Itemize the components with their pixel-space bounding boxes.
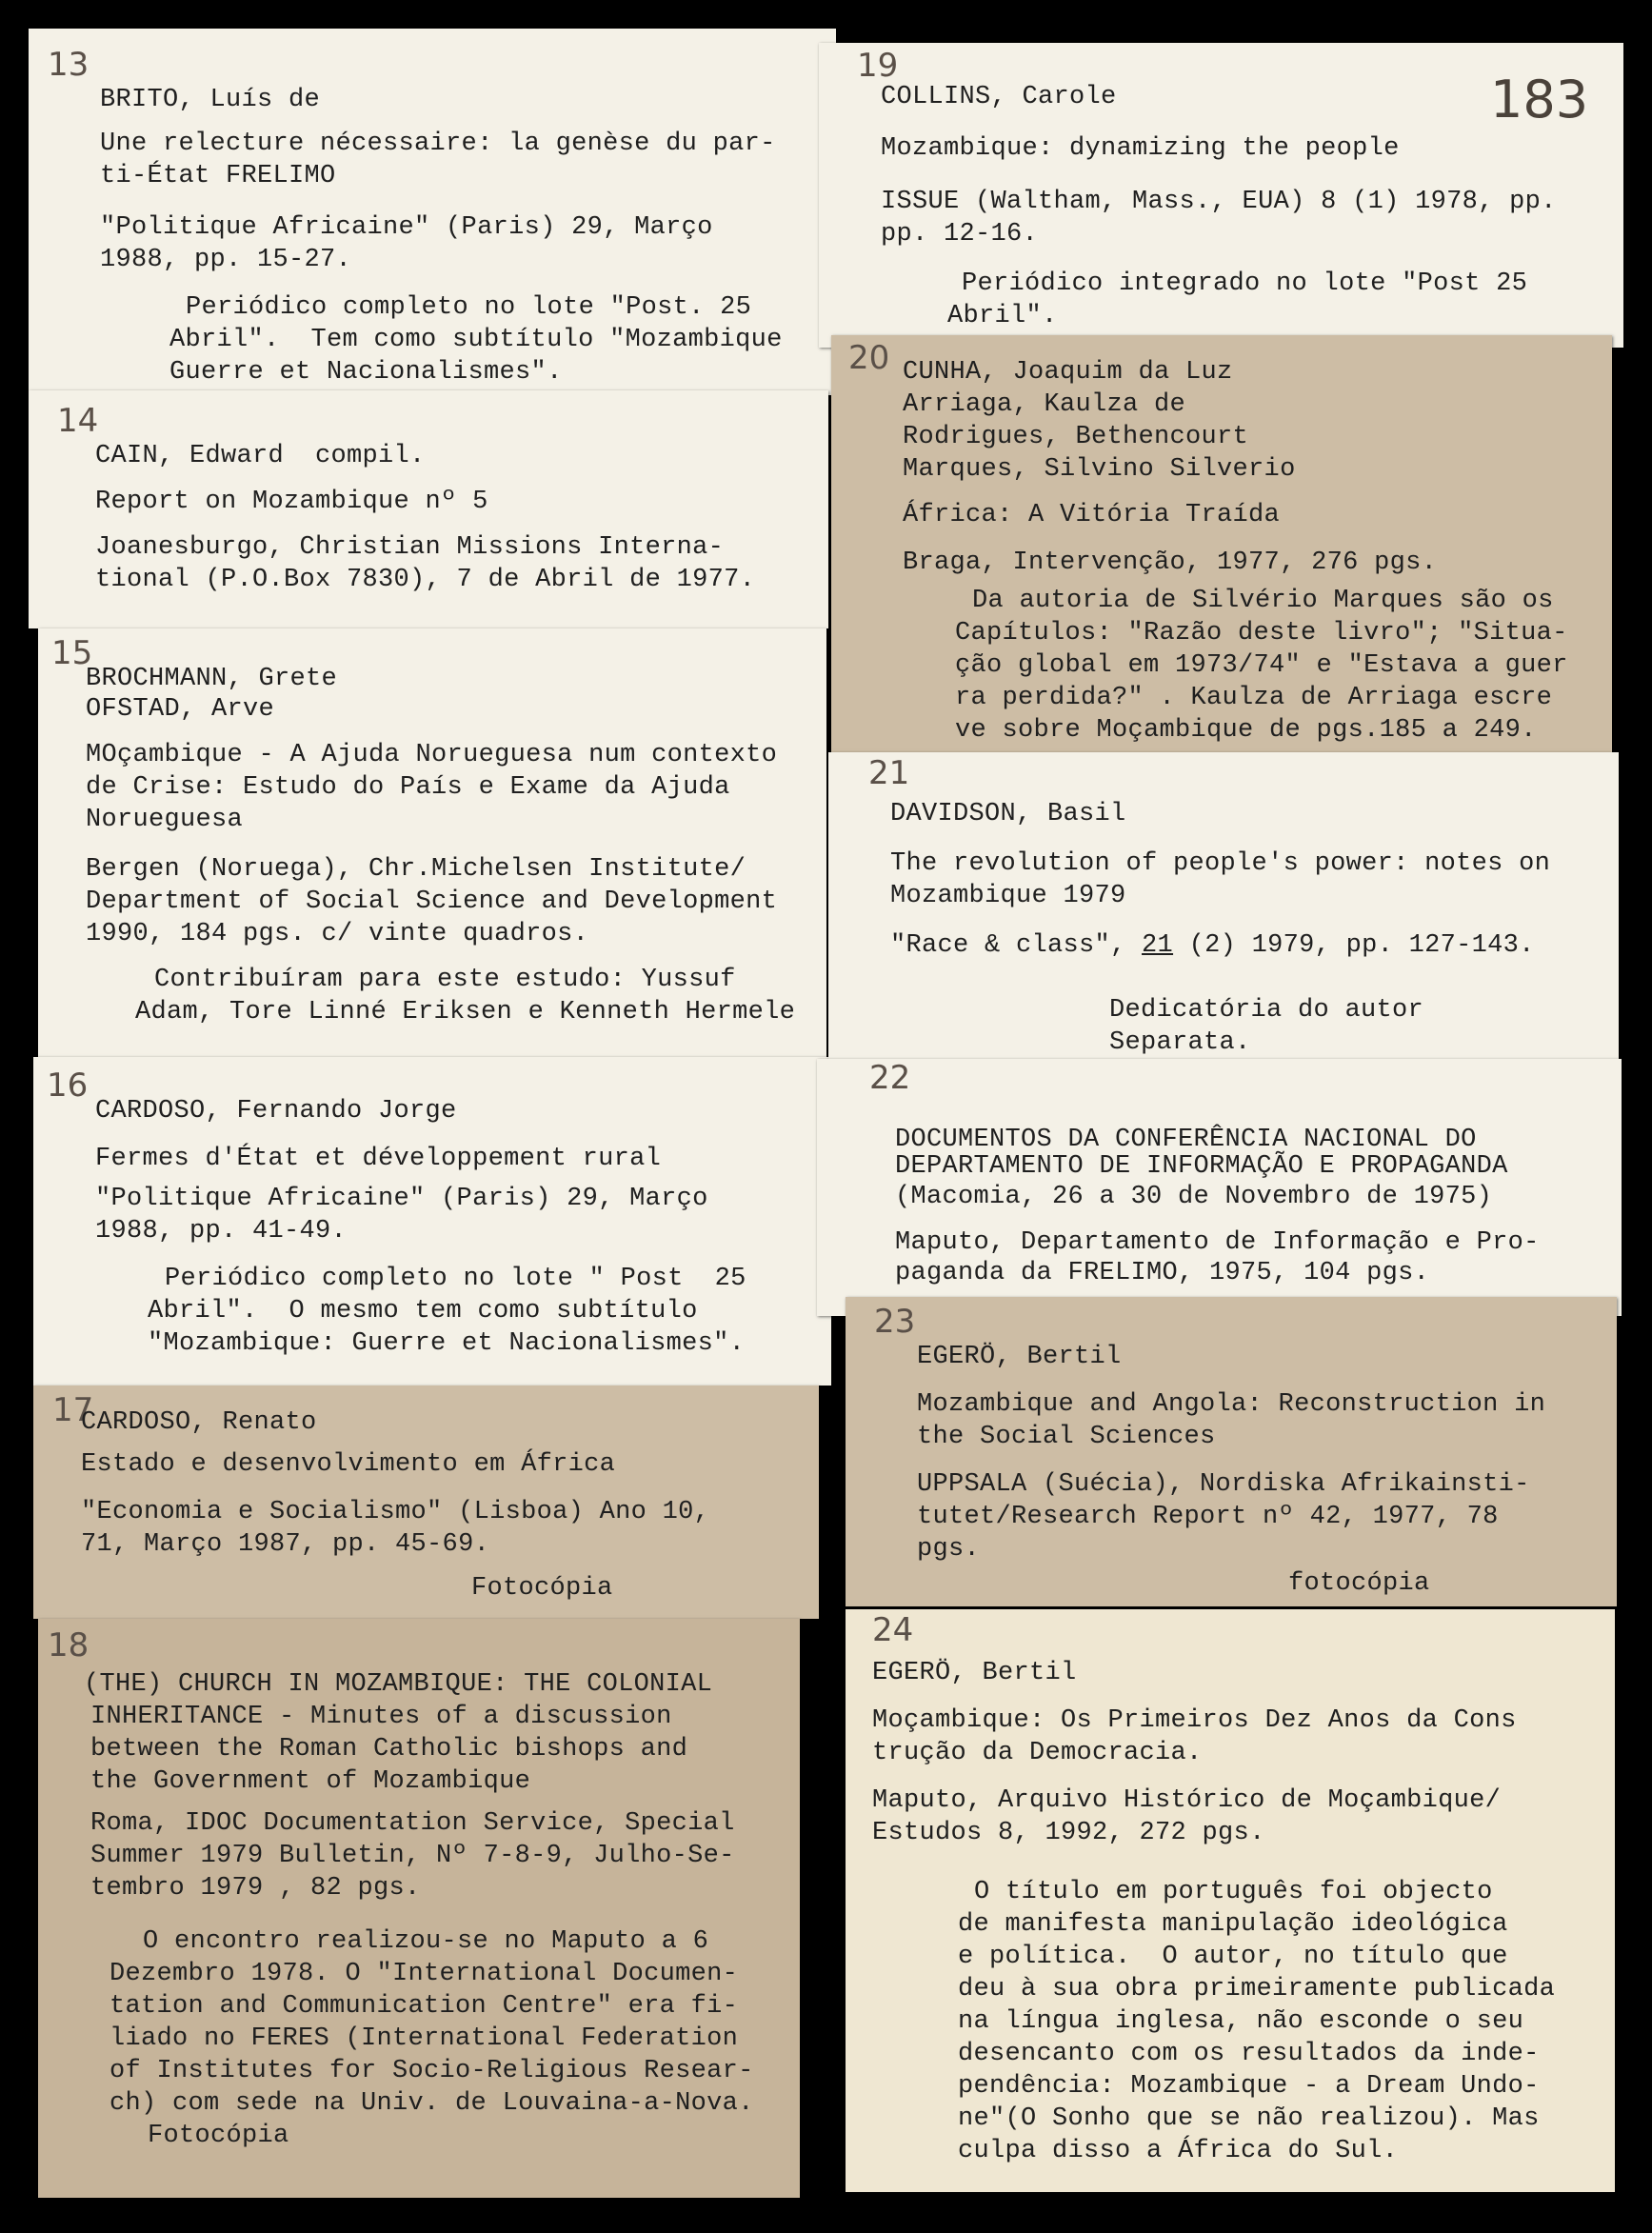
catalog-card-21 [828,752,1619,1062]
card-source-cont: pgs. [917,1535,981,1564]
card-note: "Mozambique: Guerre et Nacionalismes". [148,1329,746,1358]
card-source-cont: 1988, pp. 15-27. [100,246,352,274]
card-source: Maputo, Departamento de Informação e Pro- [895,1228,1540,1257]
card-number: 17 [52,1391,94,1429]
card-note: deu à sua obra primeiramente publicada [958,1975,1556,2004]
card-source-cont: tembro 1979 , 82 pgs. [90,1874,421,1903]
card-note: Fotocópia [471,1574,613,1603]
card-note: desencanto com os resultados da inde- [958,2040,1540,2068]
card-note: pendência: Mozambique - a Dream Undo- [958,2072,1540,2101]
card-note: tation and Communication Centre" era fi- [109,1992,739,2021]
card-title-cont: the Government of Mozambique [90,1767,531,1796]
card-source-cont: pp. 12-16. [881,220,1039,249]
card-title: (THE) CHURCH IN MOZAMBIQUE: THE COLONIAL [84,1670,713,1699]
card-author: EGERÖ, Bertil [872,1659,1077,1687]
card-note: liado no FERES (International Federation [109,2024,739,2053]
card-author-2: Arriaga, Kaulza de [903,390,1186,419]
card-note: ra perdida?" . Kaulza de Arriaga escre [955,684,1553,712]
catalog-card-18 [38,1619,800,2198]
card-number: 22 [869,1059,911,1097]
card-note: Adam, Tore Linné Eriksen e Kenneth Hermele [135,998,796,1027]
card-number: 14 [57,402,99,440]
card-number: 20 [848,339,890,377]
card-note: O título em português foi objecto [974,1878,1493,1906]
card-title-cont: Norueguesa [86,806,244,834]
card-note: ch) com sede na Univ. de Louvaina-a-Nova. [109,2089,754,2118]
card-author: BROCHMANN, Grete [86,665,338,693]
card-note: Periódico completo no lote " Post 25 [165,1265,746,1293]
card-source: Bergen (Noruega), Chr.Michelsen Institute/ [86,855,746,884]
card-author-2: OFSTAD, Arve [86,695,275,724]
card-title-cont: INHERITANCE - Minutes of a discussion [90,1703,672,1731]
catalog-card-23 [846,1297,1617,1606]
catalog-card-14 [29,390,828,628]
catalog-card-17 [33,1386,819,1619]
card-author-4: Marques, Silvino Silverio [903,455,1296,484]
card-number: 19 [857,47,899,85]
card-author: EGERÖ, Bertil [917,1343,1122,1371]
card-note: de manifesta manipulação ideológica [958,1910,1508,1939]
card-note: na língua inglesa, não esconde o seu [958,2007,1524,2036]
card-source [890,929,1535,962]
card-title-cont: trução da Democracia. [872,1739,1203,1767]
card-number: 24 [872,1611,914,1649]
card-note: Separata. [1109,1028,1251,1057]
card-note: Periódico integrado no lote "Post 25 [962,269,1528,298]
card-source-cont: 71, Março 1987, pp. 45-69. [81,1530,490,1559]
card-note: Guerre et Nacionalismes". [169,358,563,387]
card-source-cont: tutet/Research Report nº 42, 1977, 78 [917,1503,1499,1531]
card-note: Contribuíram para este estudo: Yussuf [154,966,736,994]
card-note: Da autoria de Silvério Marques são os [972,587,1554,615]
card-source-cont: tional (P.O.Box 7830), 7 de Abril de 1977. [95,566,756,594]
card-source: "Economia e Socialismo" (Lisboa) Ano 10, [81,1498,710,1526]
card-note: fotocópia [1288,1569,1430,1598]
card-number: 18 [48,1626,90,1665]
card-source: Braga, Intervenção, 1977, 276 pgs. [903,548,1438,577]
card-author: CARDOSO, Renato [81,1408,317,1437]
card-note: ne"(O Sonho que se não realizou). Mas [958,2104,1540,2133]
card-source-cont: Department of Social Science and Development [86,887,778,916]
card-title-cont: between the Roman Catholic bishops and [90,1735,688,1764]
card-source: UPPSALA (Suécia), Nordiska Afrikainsti- [917,1470,1530,1499]
card-note: O encontro realizou-se no Maputo a 6 [143,1927,709,1956]
card-number: 21 [868,754,910,792]
card-source: ISSUE (Waltham, Mass., EUA) 8 (1) 1978, pp. [881,188,1557,216]
card-note: culpa disso a África do Sul. [958,2137,1399,2165]
source-text: "Race & class", [890,931,1143,960]
card-title: Mozambique: dynamizing the people [881,134,1400,163]
catalog-card-16 [33,1057,831,1386]
card-author: DAVIDSON, Basil [890,800,1126,828]
catalog-card-24 [846,1609,1615,2192]
card-author-3: Rodrigues, Bethencourt [903,423,1249,451]
card-source-cont: 1988, pp. 41-49. [95,1217,348,1246]
page-number: 183 [1490,70,1589,130]
card-source: "Politique Africaine" (Paris) 29, Março [95,1185,708,1213]
card-source-cont: Summer 1979 Bulletin, Nº 7-8-9, Julho-Se- [90,1842,735,1870]
card-note: Capítulos: "Razão deste livro"; "Situa- [955,619,1568,648]
card-note: Abril". Tem como subtítulo "Mozambique [169,326,783,354]
source-text: (2) 1979, pp. 127-143. [1173,931,1535,960]
card-number: 15 [51,634,93,672]
card-note: ção global em 1973/74" e "Estava a guer [955,651,1568,680]
volume-number: 21 [1142,931,1174,960]
card-title-cont: (Macomia, 26 a 30 de Novembro de 1975) [895,1183,1493,1211]
card-note: Dezembro 1978. O "International Documen- [109,1960,739,1988]
card-title: Estado e desenvolvimento em África [81,1450,616,1479]
card-note: ve sobre Moçambique de pgs.185 a 249. [955,716,1537,745]
catalog-card-20 [831,335,1612,759]
catalog-card-22 [817,1059,1622,1316]
card-title-cont: Mozambique 1979 [890,882,1126,910]
card-title: África: A Vitória Traída [903,501,1281,529]
card-author: CUNHA, Joaquim da Luz [903,358,1233,387]
catalog-card-19 [819,43,1623,348]
catalog-card-15 [38,628,826,1057]
card-number: 16 [47,1067,89,1105]
card-source-cont: 1990, 184 pgs. c/ vinte quadros. [86,920,589,948]
card-title: Mozambique and Angola: Reconstruction in [917,1390,1546,1419]
card-author: CARDOSO, Fernando Jorge [95,1097,457,1126]
card-note: Periódico completo no lote "Post. 25 [186,293,752,322]
card-note: of Institutes for Socio-Religious Resear- [109,2057,754,2085]
card-title-cont: de Crise: Estudo do País e Exame da Ajuda [86,773,730,802]
card-author: CAIN, Edward compil. [95,442,426,470]
card-source: Roma, IDOC Documentation Service, Special [90,1809,735,1838]
card-note: Abril". [947,302,1058,330]
card-number: 13 [48,46,90,84]
card-note: Fotocópia [148,2122,289,2150]
card-title: DOCUMENTOS DA CONFERÊNCIA NACIONAL DO [895,1126,1477,1154]
card-author: COLLINS, Carole [881,83,1117,111]
card-title-cont: DEPARTAMENTO DE INFORMAÇÃO E PROPAGANDA [895,1152,1508,1181]
card-title: Une relecture nécessaire: la genèse du par- [100,130,776,158]
card-source: Joanesburgo, Christian Missions Interna- [95,533,725,562]
card-note: Dedicatória do autor [1109,996,1424,1025]
card-title: Moçambique: Os Primeiros Dez Anos da Cons [872,1706,1517,1735]
card-title-cont: ti-État FRELIMO [100,162,336,190]
card-note: e política. O autor, no título que [958,1943,1508,1971]
card-title: Report on Mozambique nº 5 [95,488,488,516]
card-source-cont: paganda da FRELIMO, 1975, 104 pgs. [895,1259,1430,1287]
card-title: The revolution of people's power: notes on [890,849,1551,878]
card-title-cont: the Social Sciences [917,1423,1216,1451]
card-number: 23 [874,1303,916,1341]
card-source-cont: Estudos 8, 1992, 272 pgs. [872,1819,1265,1847]
card-note: Abril". O mesmo tem como subtítulo [148,1297,698,1326]
card-title: Fermes d'État et développement rural [95,1145,662,1173]
card-source: Maputo, Arquivo Histórico de Moçambique/ [872,1786,1502,1815]
catalog-card-13 [29,29,836,395]
card-title: MOçambique - A Ajuda Norueguesa num contexto [86,741,778,769]
card-source: "Politique Africaine" (Paris) 29, Março [100,213,713,242]
card-author: BRITO, Luís de [100,86,321,114]
